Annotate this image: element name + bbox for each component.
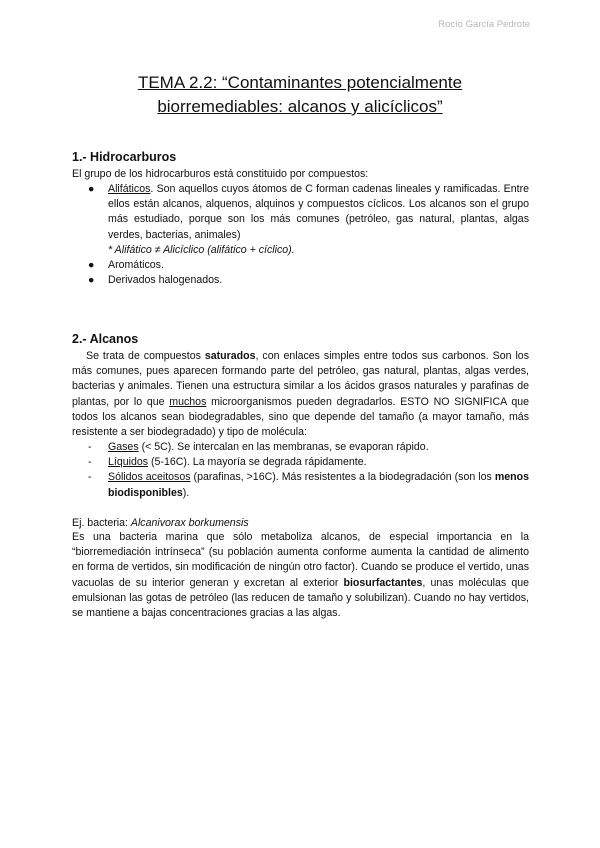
text-run: Se trata de compuestos bbox=[86, 350, 205, 362]
alkane-types-list bbox=[88, 440, 529, 501]
text-run: Ej. bacteria: bbox=[72, 517, 131, 529]
species-name: Alcanivorax borkumensis bbox=[130, 517, 249, 529]
title-line-2: biorremediables: alcanos y alicíclicos” bbox=[157, 97, 443, 116]
list-item bbox=[88, 273, 529, 288]
section-heading-alcanos: 2.- Alcanos bbox=[72, 332, 139, 346]
list-item bbox=[88, 470, 529, 500]
dash-icon: - bbox=[88, 456, 92, 469]
bullet-icon: ● bbox=[88, 259, 95, 272]
bullet-icon: ● bbox=[88, 183, 95, 195]
list-item bbox=[88, 182, 529, 258]
item-text: ). bbox=[182, 486, 190, 499]
section-heading-hidrocarburos: 1.- Hidrocarburos bbox=[72, 150, 177, 164]
bold-saturados: saturados bbox=[204, 350, 256, 362]
item-text: Derivados halogenados. bbox=[108, 274, 223, 287]
term-liquidos: Líquidos bbox=[108, 456, 149, 469]
bold-menos-biodisponibles: menos biodisponibles bbox=[108, 471, 529, 499]
list-item bbox=[88, 455, 529, 470]
dash-icon: - bbox=[88, 441, 92, 453]
list-item bbox=[88, 440, 529, 455]
item-text: Aromáticos. bbox=[108, 259, 164, 272]
example-paragraph bbox=[72, 530, 529, 621]
author-name: Rocío García Pedrote bbox=[438, 19, 530, 30]
bold-biosurfactantes: biosurfactantes bbox=[343, 576, 423, 589]
text-run: , con enlaces simples entre todos sus carbonos. Son los más comunes, pues aparecen formando parte del petróleo, gas natural, plantas, algas verdes, bacterias y animales. Tienen una estructura similar a los ácidos grasos naturales y parafinas de plantas, por lo que bbox=[72, 350, 529, 408]
text-run: Es una bacteria marina que sólo metaboliza alcanos, de especial importancia en la “biorremediación intrínseca” (su población aumenta conforme aumenta la cantidad de alimento en forma de vertidos, sin modificación de ningún otro factor). Cuando se produce el vertido, unas vacuolas de su interior generan y excretan al exterior bbox=[72, 531, 529, 589]
hydrocarbon-list bbox=[88, 182, 529, 288]
text-run: , unas moléculas que emulsionan las gotas de petróleo (las reducen de tamaño y solubilizan). Cuando no hay vertidos, se mantiene a bajas concentraciones gracias a las algas. bbox=[72, 576, 529, 620]
example-label bbox=[72, 516, 529, 531]
document-title bbox=[60, 71, 540, 119]
section1-intro: El grupo de los hidrocarburos está constituido por compuestos: bbox=[72, 168, 369, 180]
item-text: (5-16C). La mayoría se degrada rápidamente. bbox=[148, 456, 367, 469]
underlined-muchos: muchos bbox=[169, 395, 207, 408]
term-alifaticos: Alifáticos bbox=[108, 183, 151, 195]
bullet-icon: ● bbox=[88, 274, 95, 287]
text-run: microorganismos pueden degradarlos. ESTO NO SIGNIFICA que todos los alcanos sean biodegradables, sino que depende del tamaño (a mayor tamaño, más resistente a ser biodegradado) y tipo de molécula: bbox=[72, 395, 530, 439]
list-item bbox=[88, 258, 529, 273]
dash-icon: - bbox=[88, 471, 92, 484]
title-line-1: TEMA 2.2: “Contaminantes potencialmente bbox=[137, 73, 463, 92]
item-text: . Son aquellos cuyos átomos de C forman cadenas lineales y ramificadas. Entre ellos están alcanos, alquenos, alquinos y compuestos cíclicos. Los alcanos son el grupo más estudiado, porque son los más comunes (petróleo, gas natural, plantas, algas verdes, bacterias, animales) bbox=[108, 183, 529, 241]
section2-paragraph bbox=[72, 349, 529, 440]
term-solidos: Sólidos aceitosos bbox=[108, 471, 191, 484]
term-gases: Gases bbox=[108, 441, 139, 453]
item-text: (parafinas, >16C). Más resistentes a la biodegradación (son los bbox=[190, 471, 495, 484]
note-alifatico: * Alifático ≠ Alicíclico (alifático + cíclico). bbox=[108, 243, 295, 256]
item-text: (< 5C). Se intercalan en las membranas, se evaporan rápido. bbox=[138, 441, 429, 453]
